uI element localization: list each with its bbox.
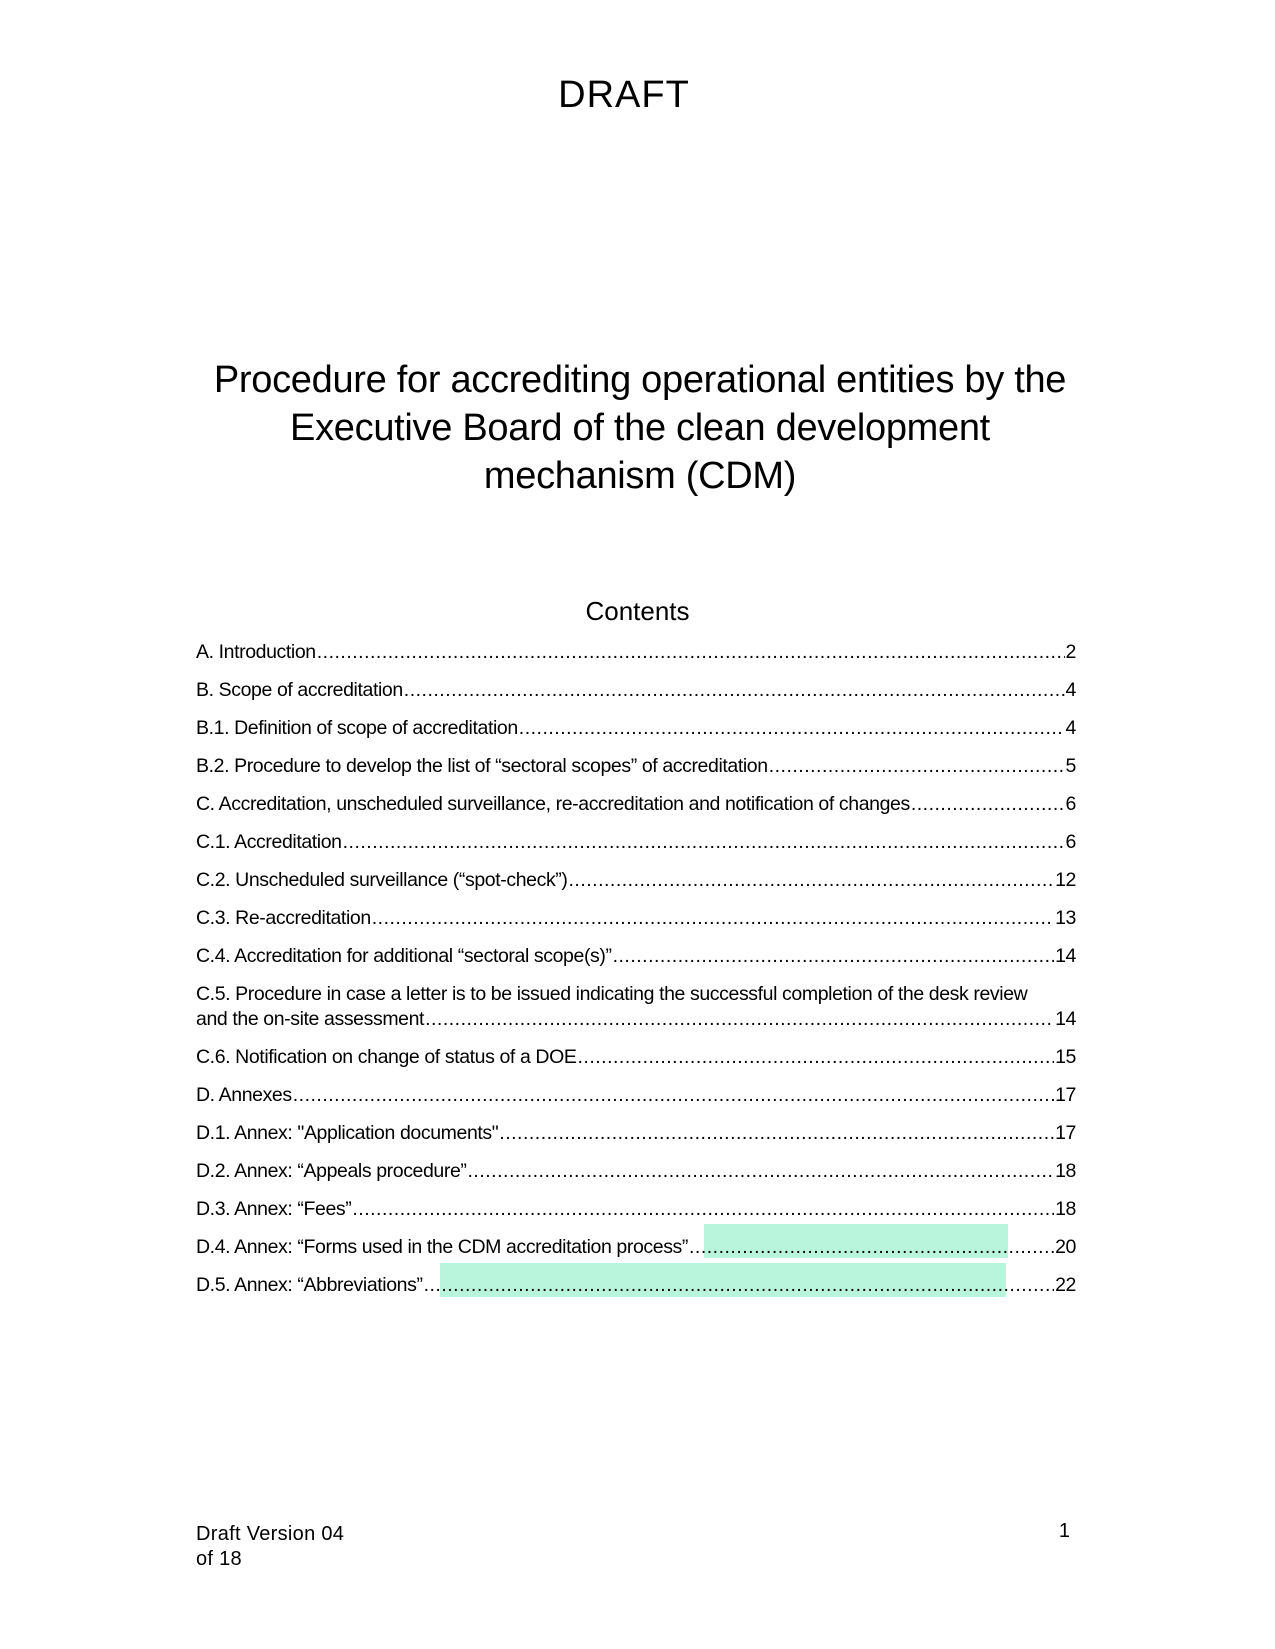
toc-entry-text: and the on-site assessment [196, 1008, 425, 1030]
toc-page-number: 14 [1055, 945, 1076, 967]
contents-heading: Contents [585, 596, 690, 626]
toc-entry-annex-fees[interactable] [196, 1197, 1076, 1222]
toc-page-number: 17 [1055, 1084, 1076, 1106]
toc-page-number: 5 [1065, 755, 1076, 777]
toc-page-number: 6 [1065, 793, 1076, 815]
toc-entry-text: B. Scope of accreditation [196, 679, 403, 701]
toc-entry-text: C.2. Unscheduled surveillance (“spot-check”) [196, 869, 568, 891]
toc-entry-text: D.3. Annex: “Fees” [196, 1198, 352, 1220]
toc-entry-text: C.1. Accreditation [196, 831, 342, 853]
toc-dot-leader [689, 1235, 1054, 1260]
toc-page-number: 2 [1065, 641, 1076, 663]
toc-entry-annexes[interactable] [196, 1083, 1076, 1108]
toc-entry-text: D.4. Annex: “Forms used in the CDM accreditation process” [196, 1236, 688, 1258]
toc-page-number: 20 [1055, 1236, 1076, 1258]
toc-entry-sectoral-scopes-procedure[interactable] [196, 754, 1076, 779]
toc-entry-accreditation[interactable] [196, 830, 1076, 855]
toc-page-number: 18 [1055, 1160, 1076, 1182]
toc-dot-leader [372, 906, 1054, 931]
toc-page-number: 15 [1055, 1046, 1076, 1068]
toc-dot-leader [293, 1083, 1054, 1108]
footer-version [196, 1522, 344, 1572]
toc-entry-change-of-status[interactable] [196, 1045, 1076, 1070]
toc-entry-text: C.3. Re-accreditation [196, 907, 371, 929]
toc-entry-annex-abbreviations[interactable] [196, 1273, 1076, 1298]
footer-version-line2: of 18 [196, 1548, 242, 1570]
toc-entry-text: D. Annexes [196, 1084, 292, 1106]
toc-entry-annex-forms[interactable] [196, 1235, 1076, 1260]
toc-dot-leader [468, 1159, 1055, 1184]
toc-entry-text-line1: C.5. Procedure in case a letter is to be issued indicating the successful completion of the desk review [196, 983, 1028, 1005]
toc-entry-text: B.1. Definition of scope of accreditation [196, 717, 518, 739]
toc-dot-leader [425, 1007, 1054, 1032]
toc-entry-unscheduled-surveillance[interactable] [196, 868, 1076, 893]
toc-dot-leader [519, 716, 1065, 741]
toc-entry-scope-of-accreditation[interactable] [196, 678, 1076, 703]
toc-entry-text: D.5. Annex: “Abbreviations” [196, 1274, 423, 1296]
footer-version-line1: Draft Version 04 [196, 1523, 345, 1545]
toc-dot-leader [404, 678, 1065, 703]
toc-dot-leader [613, 944, 1055, 969]
toc-page-number: 6 [1065, 831, 1076, 853]
toc-dot-leader [317, 640, 1065, 665]
toc-page-number: 4 [1065, 717, 1076, 739]
toc-dot-leader [352, 1197, 1054, 1222]
toc-dot-leader [769, 754, 1065, 779]
toc-entry-text: A. Introduction [196, 641, 316, 663]
toc-entry-accreditation-surveillance[interactable] [196, 792, 1076, 817]
toc-entry-annex-application-documents[interactable] [196, 1121, 1076, 1146]
toc-dot-leader [424, 1273, 1055, 1298]
toc-entry-text: B.2. Procedure to develop the list of “sectoral scopes” of accreditation [196, 755, 768, 777]
toc-page-number: 14 [1055, 1008, 1076, 1030]
toc-dot-leader [568, 868, 1054, 893]
toc-page-number: 18 [1055, 1198, 1076, 1220]
toc-entry-annex-appeals-procedure[interactable] [196, 1159, 1076, 1184]
toc-entry-letter-procedure[interactable] [196, 982, 1076, 1032]
toc-page-number: 17 [1055, 1122, 1076, 1144]
toc-dot-leader [499, 1121, 1054, 1146]
toc-entry-text: C.6. Notification on change of status of a DOE [196, 1046, 577, 1068]
toc-entry-re-accreditation[interactable] [196, 906, 1076, 931]
toc-entry-introduction[interactable] [196, 640, 1076, 665]
toc-page-number: 13 [1055, 907, 1076, 929]
toc-entry-additional-sectoral-scopes[interactable] [196, 944, 1076, 969]
toc-dot-leader [343, 830, 1065, 855]
toc-entry-text: C.4. Accreditation for additional “sectoral scope(s)” [196, 945, 612, 967]
toc-entry-text: D.1. Annex: "Application documents" [196, 1122, 499, 1144]
document-title: Procedure for accrediting operational entities by the Executive Board of the clean development mechanism (CDM) [213, 359, 1067, 497]
toc-dot-leader [577, 1045, 1054, 1070]
toc-page-number: 22 [1055, 1274, 1076, 1296]
toc-entry-definition-of-scope[interactable] [196, 716, 1076, 741]
toc-page-number: 4 [1065, 679, 1076, 701]
toc-page-number: 12 [1055, 869, 1076, 891]
toc-entry-text: C. Accreditation, unscheduled surveillance, re-accreditation and notification of changes [196, 793, 910, 815]
toc-dot-leader [911, 792, 1065, 817]
table-of-contents [196, 640, 1076, 1311]
footer-page-number: 1 [1058, 1520, 1070, 1542]
draft-label: DRAFT [558, 74, 690, 116]
toc-entry-text: D.2. Annex: “Appeals procedure” [196, 1160, 467, 1182]
